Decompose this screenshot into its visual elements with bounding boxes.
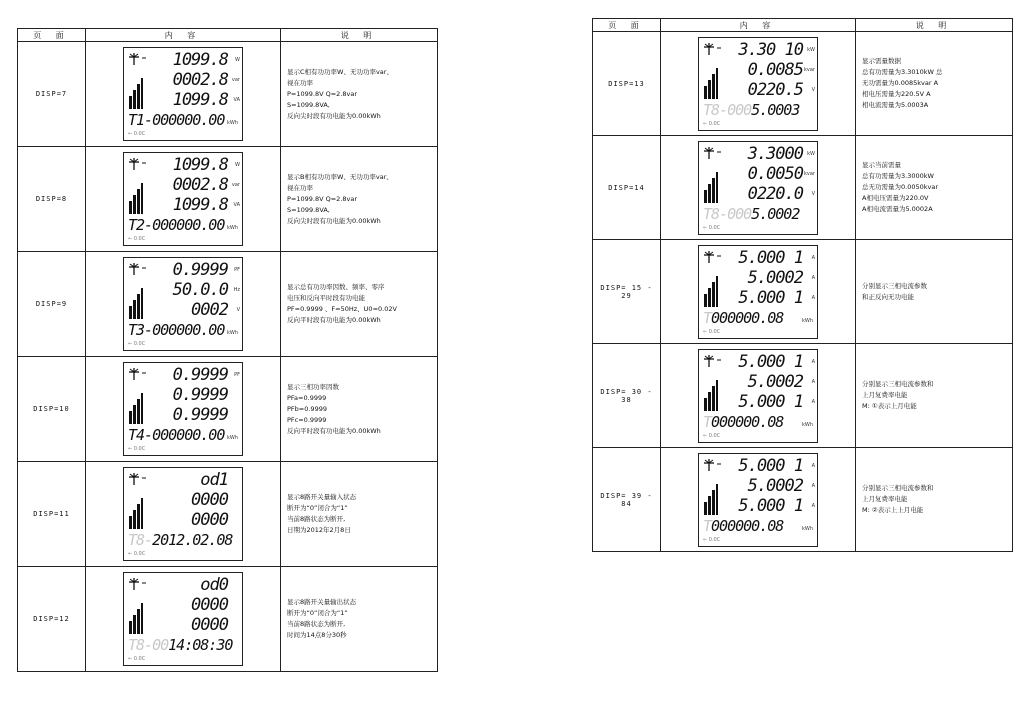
lcd-row-2: 0.0050 [747,163,803,184]
desc-line: 显示当前需量 [862,161,901,169]
lcd-row-4-ghost: T [703,412,712,431]
lcd-row-4-unit: kWh [801,317,813,324]
lcd-display [698,245,818,339]
lcd-row-4-value: T4-000000.00 [128,426,225,444]
left-table [17,28,438,672]
lcd-row-3: 0220.5 [747,79,803,100]
lcd-footer: ← 0.0C [128,341,146,347]
desc-line: S=1099.8VA, [287,100,330,109]
lcd-row-4 [703,310,783,326]
page-cell [593,32,661,136]
desc-line: 总有功需量为3.3000kW [862,172,934,180]
desc-line: 当前8路状态为断开, [287,620,346,628]
lcd-footer: ← 0.0C [703,536,721,543]
desc-cell [281,252,438,357]
lcd-display [123,467,243,561]
lcd-row-4-unit: kWh [801,525,813,532]
lcd-row-1: 0.9999 [172,260,228,280]
page-label: DISP= 39 - 84 [600,491,653,508]
bar-graph-icon [703,378,719,412]
lcd-row-3: 5.000 1 [738,287,803,308]
lcd-row-3: 5.000 1 [738,391,803,412]
lcd-row-2: 50.0.0 [172,280,228,300]
page-cell [18,462,86,567]
desc-cell [281,42,438,147]
desc-line: 断开为“0”闭合为“1” [287,504,348,512]
lcd-unit-2: var [231,182,240,188]
desc-line: 显示总有功功率因数、频率、零序 [287,283,385,291]
desc-line: 显示C相有功功率W、无功功率var、 [287,67,393,76]
desc-cell [281,462,438,567]
table-row [18,252,438,357]
desc-line: PF=0.9999 、F=50Hz、U0=0.02V [287,305,397,313]
lcd-row-2: 5.0002 [747,371,803,392]
lcd-row-1: 0.9999 [172,365,228,385]
lcd-row-4-value: 14:08:30 [168,636,233,654]
lcd-row-1: 5.000 1 [738,247,803,268]
lcd-row-2: 0.9999 [172,385,228,405]
desc-line: 总无功需量为0.0050kvar [862,183,939,191]
lcd-row-2: 5.0002 [747,267,803,288]
right-table [592,18,1013,552]
bar-graph-icon [128,496,144,530]
lcd-row-4-value: 000000.08 [711,308,784,327]
lcd-row-4-ghost: T8-00 [128,636,169,654]
lcd-display [123,257,243,351]
desc-line: 显示B相有功功率W、无功功率var、 [287,172,393,181]
lcd-row-2: 5.0002 [747,475,803,496]
lcd-row-4 [128,427,224,443]
desc-line: 分别显示三相电流参数 [862,281,927,290]
header-page: 页 面 [593,19,661,32]
lcd-row-4-value: T2-000000.00 [128,216,225,234]
table-row [18,567,438,672]
content-cell [86,462,281,567]
lcd-footer: ← 0.0C [703,432,721,439]
lcd-row-2: 0002.8 [172,175,228,195]
desc-line: M: ②表示上上月电能 [862,506,924,514]
lcd-unit-1: W [235,57,240,63]
antenna-icon [128,157,148,171]
lcd-row-4-unit: kWh [226,225,238,231]
lcd-row-1: 1099.8 [172,50,228,70]
lcd-display [123,362,243,456]
desc-cell [281,357,438,462]
page-label: DISP=8 [35,195,68,203]
lcd-row-1: od0 [200,575,228,595]
content-cell [86,147,281,252]
desc-line: A相电流需量为5.0002A [862,205,933,213]
bar-graph-icon [703,482,719,516]
table-row [593,240,1013,344]
bar-graph-icon [703,66,719,100]
lcd-row-1: 5.000 1 [738,455,803,476]
lcd-row-4-unit: kWh [226,435,238,441]
bar-graph-icon [128,601,144,635]
header-content: 内 容 [86,29,281,42]
lcd-row-4 [128,322,224,338]
lcd-row-1: 3.30 10 [738,39,803,60]
desc-line: M: ①表示上月电能 [862,402,917,410]
lcd-unit-1: A [811,462,815,469]
page-cell [18,147,86,252]
lcd-display [698,37,818,131]
lcd-row-3: 0000 [191,510,228,530]
lcd-unit-3: V [811,86,815,93]
lcd-row-2: 0002.8 [172,70,228,90]
lcd-unit-2: kvar [804,66,815,73]
content-cell [86,42,281,147]
lcd-row-3: 0220.0 [747,183,803,204]
page-cell [593,344,661,448]
lcd-row-4-ghost: T8- [128,531,153,549]
desc-line: 反向尖时段有功电能为0.00kWh [287,216,381,225]
lcd-unit-3: A [811,398,815,405]
desc-line: 相电压需量为220.5V A [862,90,931,98]
table-row [18,462,438,567]
antenna-icon [128,472,148,486]
desc-line: 无功需量为0.0085kvar A [862,79,939,87]
lcd-unit-2: A [811,274,815,281]
desc-line: PFa=0.9999 [287,393,327,402]
bar-graph-icon [128,286,144,320]
lcd-unit-1: PF [234,267,240,273]
lcd-footer: ← 0.0C [128,131,146,137]
desc-line: 反向平时段有功电能为0.00kWh [287,426,381,435]
lcd-row-4-unit: kWh [226,120,238,126]
desc-line: 时间为14点8分30秒 [287,631,347,639]
lcd-row-4-ghost: T [703,308,712,327]
lcd-unit-3: VA [233,202,240,208]
lcd-unit-2: Hz [233,287,240,293]
lcd-row-4-ghost: T8-000 [703,204,752,223]
desc-line: P=1099.8V Q=2.8var [287,194,358,203]
lcd-row-4 [703,518,783,534]
lcd-display [698,349,818,443]
table-row [18,147,438,252]
desc-cell [856,136,1013,240]
content-cell [661,240,856,344]
lcd-unit-3: VA [233,97,240,103]
lcd-row-4-value: 5.0002 [751,204,800,223]
lcd-row-4-unit: kWh [801,421,813,428]
desc-line: 显示三相功率因数 [287,382,339,391]
content-cell [86,567,281,672]
lcd-row-3: 0002 [191,300,228,320]
content-cell [661,448,856,552]
lcd-unit-1: A [811,358,815,365]
lcd-row-4 [703,102,799,118]
lcd-unit-1: kW [807,46,815,53]
lcd-row-4-value: T3-000000.00 [128,321,225,339]
lcd-unit-2: A [811,482,815,489]
lcd-row-3: 0000 [191,615,228,635]
lcd-unit-1: A [811,254,815,261]
lcd-unit-3: A [811,502,815,509]
desc-line: 分别显示三相电流参数和 [862,380,934,388]
lcd-row-4 [128,532,232,548]
page-label: DISP= 30 - 38 [600,387,653,404]
lcd-display [698,453,818,547]
table-row [18,42,438,147]
desc-line: 分别显示三相电流参数和 [862,484,934,492]
desc-cell [856,240,1013,344]
lcd-row-3: 0.9999 [172,405,228,425]
lcd-unit-1: PF [234,372,240,378]
page-cell [593,136,661,240]
lcd-unit-2: kvar [804,170,815,177]
desc-line: PFc=0.9999 [287,415,327,424]
table-row [18,357,438,462]
antenna-icon [128,52,148,66]
lcd-unit-3: A [811,294,815,301]
table-row [593,32,1013,136]
lcd-row-3: 1099.8 [172,195,228,215]
lcd-row-1: 5.000 1 [738,351,803,372]
lcd-row-4-ghost: T8-000 [703,100,752,119]
desc-line: 上月复费率电能 [862,495,908,503]
page-label: DISP=14 [608,183,645,192]
header-content: 内 容 [661,19,856,32]
lcd-row-4-ghost: T [703,516,712,535]
lcd-unit-1: kW [807,150,815,157]
desc-cell [856,344,1013,448]
desc-line: 当前8路状态为断开, [287,515,346,523]
antenna-icon [703,458,723,472]
antenna-icon [128,577,148,591]
desc-line: 和正反向无功电能 [862,292,914,301]
lcd-display [123,47,243,141]
lcd-footer: ← 0.0C [703,328,721,335]
bar-graph-icon [703,274,719,308]
bar-graph-icon [128,181,144,215]
bar-graph-icon [703,170,719,204]
desc-line: A相电压需量为220.0V [862,194,929,202]
page-cell [18,252,86,357]
lcd-row-4 [703,206,799,222]
lcd-row-2: 0.0085 [747,59,803,80]
desc-line: 反向尖时段有功电能为0.00kWh [287,111,381,120]
lcd-row-4-unit: kWh [226,330,238,336]
header-page: 页 面 [18,29,86,42]
bar-graph-icon [128,76,144,110]
desc-line: 日期为2012年2月8日 [287,526,351,534]
lcd-unit-2: A [811,378,815,385]
page-cell [18,567,86,672]
lcd-row-4-value: 000000.08 [711,516,784,535]
antenna-icon [703,146,723,160]
lcd-row-4-value: 000000.08 [711,412,784,431]
lcd-unit-3: V [236,307,240,313]
lcd-row-4 [703,414,783,430]
desc-line: 断开为“0”闭合为“1” [287,609,348,617]
lcd-row-1: 3.3000 [747,143,803,164]
page-label: DISP=11 [33,510,70,518]
lcd-unit-3: V [811,190,815,197]
lcd-row-4 [128,637,232,653]
lcd-footer: ← 0.0C [128,551,146,557]
desc-line: 电压和反向平时段有功电能 [287,294,365,302]
bar-graph-icon [128,391,144,425]
lcd-row-3: 1099.8 [172,90,228,110]
page-label: DISP=10 [33,405,70,413]
lcd-display [123,572,243,666]
page-label: DISP=7 [35,90,68,98]
lcd-footer: ← 0.0C [128,446,146,452]
lcd-row-4-value: T1-000000.00 [128,111,225,129]
page-cell [18,357,86,462]
header-desc: 说 明 [281,29,438,42]
content-cell [661,136,856,240]
lcd-footer: ← 0.0C [703,120,721,127]
table-row [593,448,1013,552]
content-cell [86,252,281,357]
desc-line: PFb=0.9999 [287,404,327,413]
lcd-row-1: 1099.8 [172,155,228,175]
table-row [593,136,1013,240]
desc-line: 视在功率 [287,183,313,192]
desc-line: 反向平时段有功电能为0.00kWh [287,316,381,324]
antenna-icon [703,354,723,368]
page-label: DISP=12 [33,615,70,623]
lcd-footer: ← 0.0C [128,656,146,662]
desc-line: 相电流需量为5.0003A [862,101,929,109]
table-row [593,344,1013,448]
page-cell [18,42,86,147]
desc-line: 显示需量数据 [862,57,901,65]
desc-cell [281,567,438,672]
lcd-footer: ← 0.0C [128,236,146,242]
desc-cell [856,32,1013,136]
desc-line: 总有功需量为3.3010kW 总 [862,68,943,76]
lcd-row-4-value: 5.0003 [751,100,800,119]
lcd-footer: ← 0.0C [703,224,721,231]
antenna-icon [703,42,723,56]
desc-line: 视在功率 [287,78,313,87]
lcd-unit-1: W [235,162,240,168]
lcd-display [698,141,818,235]
desc-line: 显示8路开关量输入状态 [287,493,357,501]
lcd-row-4-value: 2012.02.08 [152,531,233,549]
page-label: DISP=9 [35,300,68,308]
page-label: DISP=13 [608,79,645,88]
antenna-icon [703,250,723,264]
desc-line: 显示8路开关量输出状态 [287,598,357,606]
lcd-row-1: od1 [200,470,228,490]
content-cell [661,344,856,448]
desc-cell [281,147,438,252]
antenna-icon [128,367,148,381]
lcd-display [123,152,243,246]
content-cell [661,32,856,136]
content-cell [86,357,281,462]
header-desc: 说 明 [856,19,1013,32]
page-label: DISP= 15 - 29 [600,283,653,300]
lcd-row-4 [128,112,224,128]
lcd-row-4 [128,217,224,233]
desc-line: 上月复费率电能 [862,391,908,399]
page-cell [593,240,661,344]
lcd-row-3: 5.000 1 [738,495,803,516]
antenna-icon [128,262,148,276]
desc-cell [856,448,1013,552]
page-cell [593,448,661,552]
lcd-unit-2: var [231,77,240,83]
desc-line: S=1099.8VA, [287,205,330,214]
desc-line: P=1099.8V Q=2.8var [287,89,358,98]
lcd-row-2: 0000 [191,490,228,510]
lcd-row-2: 0000 [191,595,228,615]
